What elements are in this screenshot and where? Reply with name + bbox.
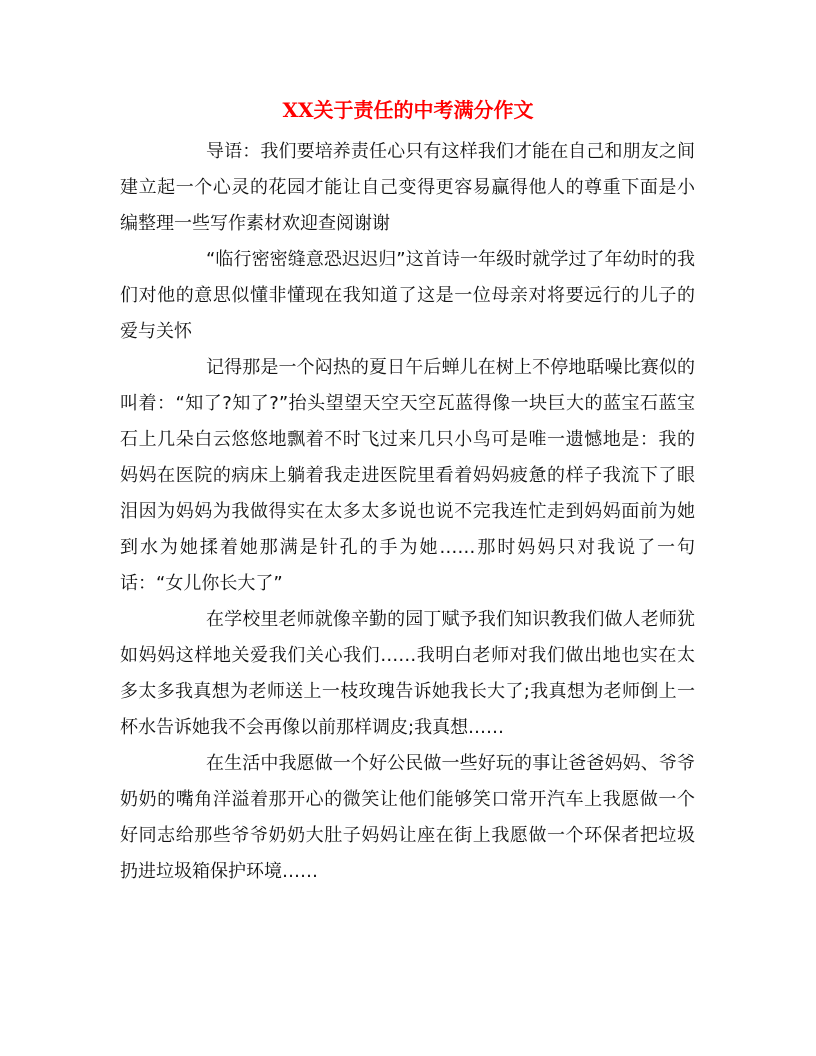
document-title: XX关于责任的中考满分作文: [282, 98, 534, 122]
paragraph-poem: “临行密密缝意恐迟迟归”这首诗一年级时就学过了年幼时的我们对他的意思似懂非懂现在我知道了这是一位母亲对将要远行的儿子的爱与关怀: [120, 249, 695, 342]
paragraph-life: 在生活中我愿做一个好公民做一些好玩的事让爸爸妈妈、爷爷奶奶的嘴角洋溢着那开心的微笑让他们能够笑口常开汽车上我愿做一个好同志给那些爷爷奶奶大肚子妈妈让座在街上我愿做一个环保者把垃圾扔进垃圾箱保护环境……: [120, 753, 695, 882]
document-body: [120, 134, 695, 890]
paragraph-school: 在学校里老师就像辛勤的园丁赋予我们知识教我们做人老师犹如妈妈这样地关爱我们关心我们……我明白老师对我们做出地也实在太多太多我真想为老师送上一枝玫瑰告诉她我长大了;我真想为老师倒上一杯水告诉她我不会再像以前那样调皮;我真想……: [120, 609, 695, 738]
paragraph-intro: 导语：我们要培养责任心只有这样我们才能在自己和朋友之间建立起一个心灵的花园才能让自己变得更容易赢得他人的尊重下面是小编整理一些写作素材欢迎查阅谢谢: [120, 141, 695, 234]
paragraph-memory: 记得那是一个闷热的夏日午后蝉儿在树上不停地聒噪比赛似的叫着：“知了?知了?”抬头望望天空天空瓦蓝得像一块巨大的蓝宝石蓝宝石上几朵白云悠悠地飘着不时飞过来几只小鸟可是唯一遗憾地是：我的妈妈在医院的病床上躺着我走进医院里看着妈妈疲惫的样子我流下了眼泪因为妈妈为我做得实在太多太多说也说不完我连忙走到妈妈面前为她到水为她揉着她那满是针孔的手为她……那时妈妈只对我说了一句话：“女儿你长大了”: [120, 357, 695, 594]
